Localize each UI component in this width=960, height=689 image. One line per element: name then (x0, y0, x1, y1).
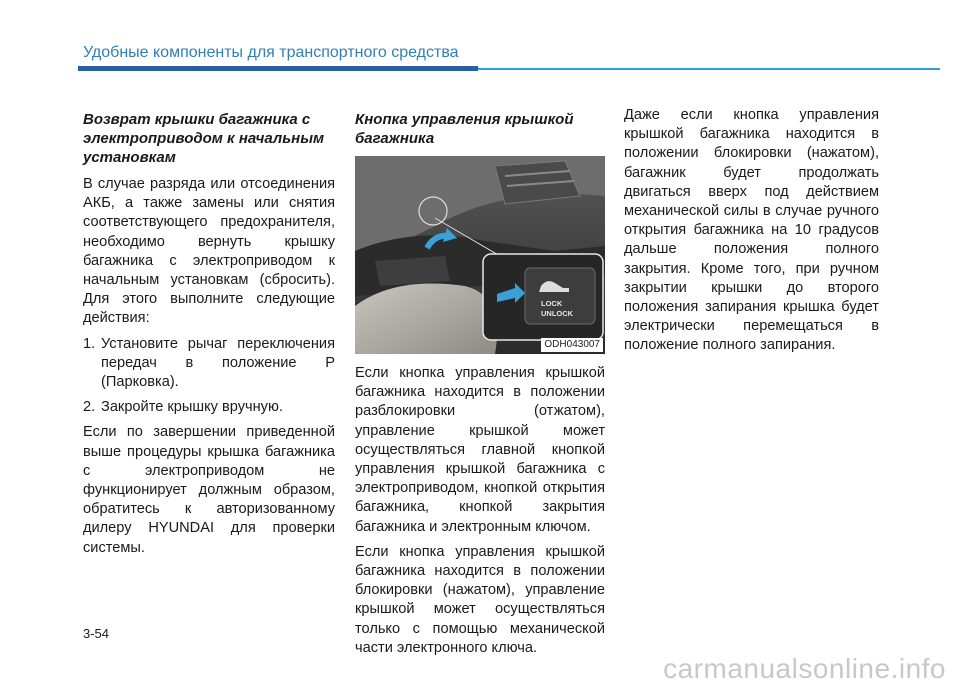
list-number: 2. (83, 399, 96, 416)
list-item (83, 398, 335, 417)
figure-code: ODH043007 (541, 338, 603, 352)
section-title: Удобные компоненты для транспортного средства (83, 44, 459, 61)
column-middle (355, 110, 605, 664)
header-line (478, 68, 940, 70)
reset-intro-paragraph: В случае разряда или отсоединения АКБ, а также замены или снятия соответствующего предохранителя, необходимо вернуть крышку багажника с электроприводом к начальным установкам (сбросить). Для этого выполните следующие действия: (83, 176, 335, 327)
column-right (624, 106, 879, 362)
button-heading: Кнопка управления крышкой багажника (355, 111, 574, 147)
manual-opening-paragraph: Даже если кнопка управления крышкой багажника находится в положении блокировки (нажатом), багажник будет продолжать двигаться вверх под действием механической силы в случае ручного открытия багажника на 10 градусов дальше положения полного закрытия. Кроме того, при ручном закрытии крышки до второго положения запирания крышка будет электрически перемещаться в положение полного запирания. (624, 107, 879, 354)
reset-followup-paragraph: Если по завершении приведенной выше процедуры крышка багажника с электроприводом не функционирует должным образом, обратитесь к авторизованному дилеру HYUNDAI для проверки системы. (83, 424, 335, 556)
watermark: carmanualsonline.info (663, 653, 946, 684)
control-button-figure (355, 156, 605, 354)
lock-label: LOCK (541, 299, 563, 308)
page-number: 3-54 (83, 626, 110, 641)
reset-heading: Возврат крышки багажника с электроприводом к начальным установкам (83, 111, 325, 166)
unlock-label: UNLOCK (541, 309, 574, 318)
header-bar (78, 66, 478, 71)
lock-paragraph: Если кнопка управления крышкой багажника находится в положении блокировки (нажатом), управление крышкой может осуществляться только с помощью механической части электронного ключа. (355, 543, 605, 656)
column-left (83, 110, 335, 564)
list-text: Установите рычаг переключения передач в положение Р (Парковка). (101, 335, 335, 391)
list-number: 1. (83, 335, 96, 352)
list-item (83, 335, 335, 393)
list-text: Закройте крышку вручную. (101, 399, 283, 416)
unlock-paragraph: Если кнопка управления крышкой багажника находится в положении разблокировки (отжатом), управление крышкой может осуществляться главной кнопкой управления крышкой багажника с электроприводом, кнопкой открытия багажника, кнопкой закрытия багажника и электронным ключом. (355, 365, 605, 535)
car-interior-photo (355, 156, 605, 354)
